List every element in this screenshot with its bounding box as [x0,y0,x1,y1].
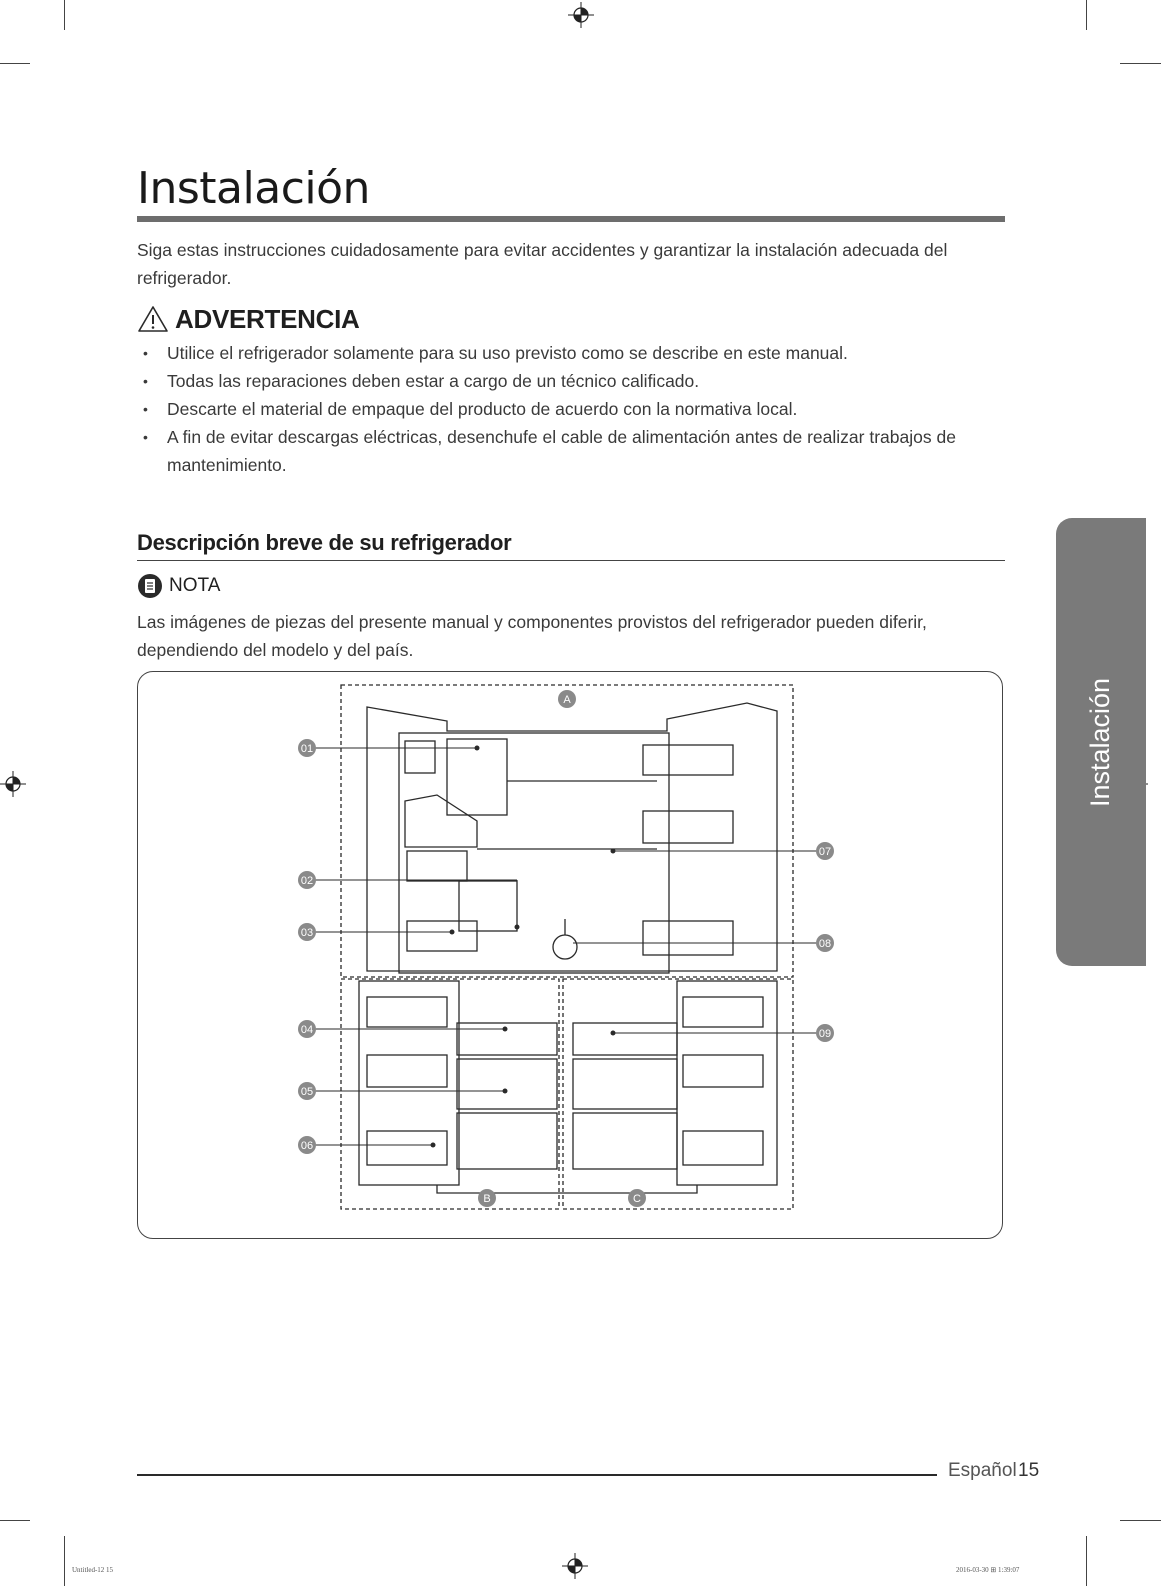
chapter-side-tab [1056,518,1146,966]
freezer-drawer [573,1059,677,1109]
print-slug-right: 2016-03-30 ⊞ 1:39:07 [956,1566,1020,1574]
zone-c-outline [563,979,793,1209]
freezer-left-door [359,981,459,1185]
zone-b-outline [341,979,559,1209]
freezer-bin [683,997,763,1027]
note-icon [137,573,163,599]
callout-03: 03 [300,927,314,939]
list-item: • Utilice el refrigerador solamente para su uso previsto como se describe en este manual. [137,339,1007,367]
callout-07: 07 [818,846,832,858]
intro-text: Siga estas instrucciones cuidadosamente para evitar accidentes y garantizar la instalación adecuada del refrigerador. [137,240,948,288]
crop-mark [64,1536,65,1586]
callout-08: 08 [818,938,832,950]
crop-mark [1120,1520,1161,1521]
crop-mark [1120,63,1161,64]
callout-dot [611,849,616,854]
registration-mark-icon [568,2,594,28]
crop-mark [0,1520,30,1521]
zone-label-a: A [563,694,571,706]
warning-triangle-icon [137,304,169,334]
callout-dot [450,930,455,935]
zone-a-outline [341,685,793,977]
freezer-drawer [457,1113,557,1169]
note-title: NOTA [169,575,221,596]
freezer-bin [367,997,447,1027]
left-door-bin [407,921,477,951]
callout-dot [611,1031,616,1036]
callout-05: 05 [300,1086,314,1098]
freezer-bin [683,1131,763,1165]
registration-mark-icon [562,1553,588,1579]
list-item: • Todas las reparaciones deben estar a cargo de un técnico calificado. [137,367,1007,395]
callout-dot [515,925,520,930]
page-title: Instalación [137,163,370,214]
callout-dot [431,1143,436,1148]
callout-01: 01 [300,743,314,755]
fridge-cabinet [367,703,777,971]
callout-dot [503,1027,508,1032]
right-door-bin [643,811,733,843]
left-door-bin [405,741,435,773]
crop-mark [0,63,30,64]
callout-04: 04 [300,1024,314,1036]
callout-02: 02 [300,875,314,887]
crop-mark [64,0,65,30]
freezer-drawer [573,1023,677,1055]
fridge-interior [399,733,669,973]
registration-mark-icon [0,771,26,797]
note-text: Las imágenes de piezas del presente manual y componentes provistos del refrigerador pueden diferir, dependiendo del modelo y del país. [137,612,927,660]
right-door-bin [643,745,733,775]
list-item: • Descarte el material de empaque del producto de acuerdo con la normativa local. [137,395,1007,423]
crop-mark [1086,0,1087,30]
freezer-bin [367,1131,447,1165]
title-rule [137,216,1005,222]
freezer-drawer [457,1059,557,1109]
footer-rule [137,1474,937,1476]
list-item: • A fin de evitar descargas eléctricas, desenchufe el cable de alimentación antes de realizar trabajos de mantenimiento. [137,423,1007,479]
section-rule [137,560,1005,561]
footer-language: Español [948,1460,1017,1481]
callout-09: 09 [818,1028,832,1040]
right-door-bin [643,921,733,955]
print-slug-left: Untitled-12 15 [72,1566,114,1574]
page-number: 15 [1018,1460,1040,1481]
section-title: Descripción breve de su refrigerador [137,530,512,555]
freezer-bin [367,1055,447,1087]
left-door-bin [407,851,467,881]
freezer-base [437,1185,697,1193]
warning-heading [137,303,360,335]
zone-label-b: B [483,1193,491,1205]
callout-dot [503,1089,508,1094]
freezer-drawer [573,1113,677,1169]
freezer-right-door [677,981,777,1185]
callout-dot [475,746,480,751]
refrigerator-diagram [137,671,1003,1239]
water-filter [553,935,577,959]
warning-list [137,339,1007,479]
left-door-bin [405,795,477,847]
callout-06: 06 [300,1140,314,1152]
crop-mark [1086,1536,1087,1586]
zone-label-c: C [633,1193,641,1205]
side-tab-label: Instalación [1085,677,1116,807]
note-heading [137,572,220,600]
warning-title: ADVERTENCIA [175,303,360,334]
freezer-bin [683,1055,763,1087]
crisper-drawer [459,881,517,931]
